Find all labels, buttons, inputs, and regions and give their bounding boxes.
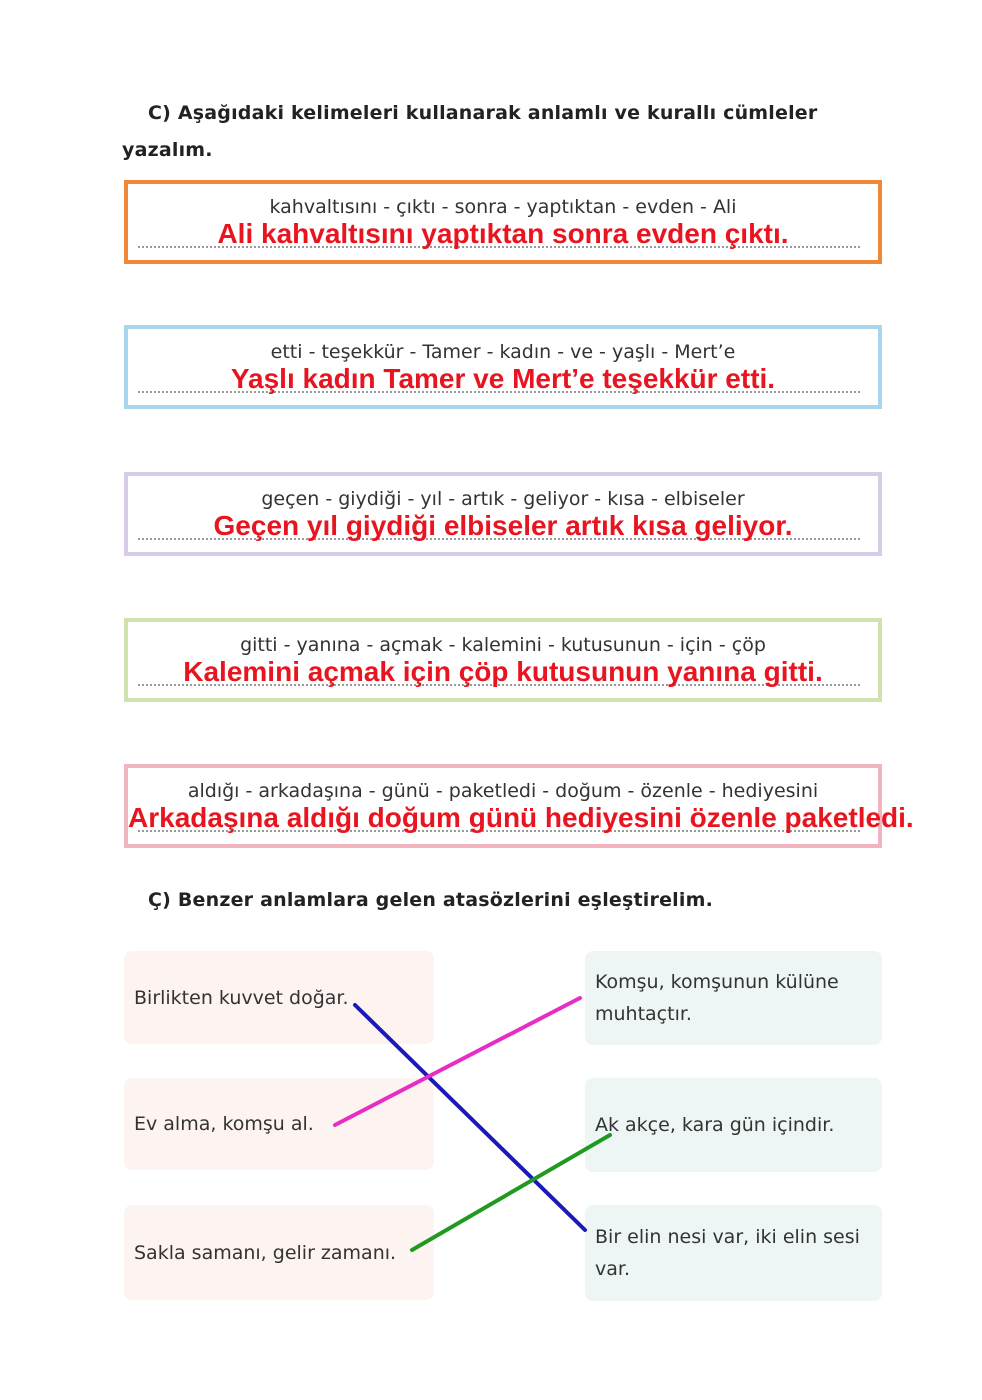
scrambled-words: geçen - giydiği - yıl - artık - geliyor - kısa - elbiseler xyxy=(261,488,745,510)
match-line-1 xyxy=(355,1005,585,1230)
answer-sentence[interactable]: Yaşlı kadın Tamer ve Mert’e teşekkür etti. xyxy=(230,363,776,394)
proverb-text: Birlikten kuvvet doğar. xyxy=(134,986,349,1009)
proverb-text: Ev alma, komşu al. xyxy=(134,1113,314,1135)
answer-sentence[interactable]: Arkadaşına aldığı doğum günü hediyesini özenle paketledi. xyxy=(128,802,914,833)
scrambled-words: etti - teşekkür - Tamer - kadın - ve - yaşlı - Mert’e xyxy=(270,341,736,363)
proverb-text: Ak akçe, kara gün içindir. xyxy=(595,1114,835,1136)
scrambled-words: kahvaltısını - çıktı - sonra - yaptıktan - evden - Ali xyxy=(269,196,737,218)
section-cc-title: Ç) Benzer anlamlara gelen atasözlerini eşleştirelim. xyxy=(148,889,713,911)
proverb-text: Bir elin nesi var, iki elin sesi var. xyxy=(595,1226,860,1280)
scrambled-words: aldığı - arkadaşına - günü - paketledi - doğum - özenle - hediyesini xyxy=(187,780,819,802)
answer-sentence[interactable]: Geçen yıl giydiği elbiseler artık kısa geliyor. xyxy=(213,510,793,541)
section-c-title: C) Aşağıdaki kelimeleri kullanarak anlamlı ve kurallı cümleler xyxy=(148,102,818,124)
answer-sentence[interactable]: Ali kahvaltısını yaptıktan sonra evden çıktı. xyxy=(217,218,789,249)
section-c-title-cont: yazalım. xyxy=(122,139,213,161)
scrambled-words: gitti - yanına - açmak - kalemini - kutusunun - için - çöp xyxy=(240,634,766,656)
proverb-text: Komşu, komşunun külüne muhtaçtır. xyxy=(595,971,839,1025)
proverb-text: Sakla samanı, gelir zamanı. xyxy=(134,1241,397,1264)
match-line-3 xyxy=(412,1135,610,1250)
answer-sentence[interactable]: Kalemini açmak için çöp kutusunun yanına gitti. xyxy=(183,656,823,687)
